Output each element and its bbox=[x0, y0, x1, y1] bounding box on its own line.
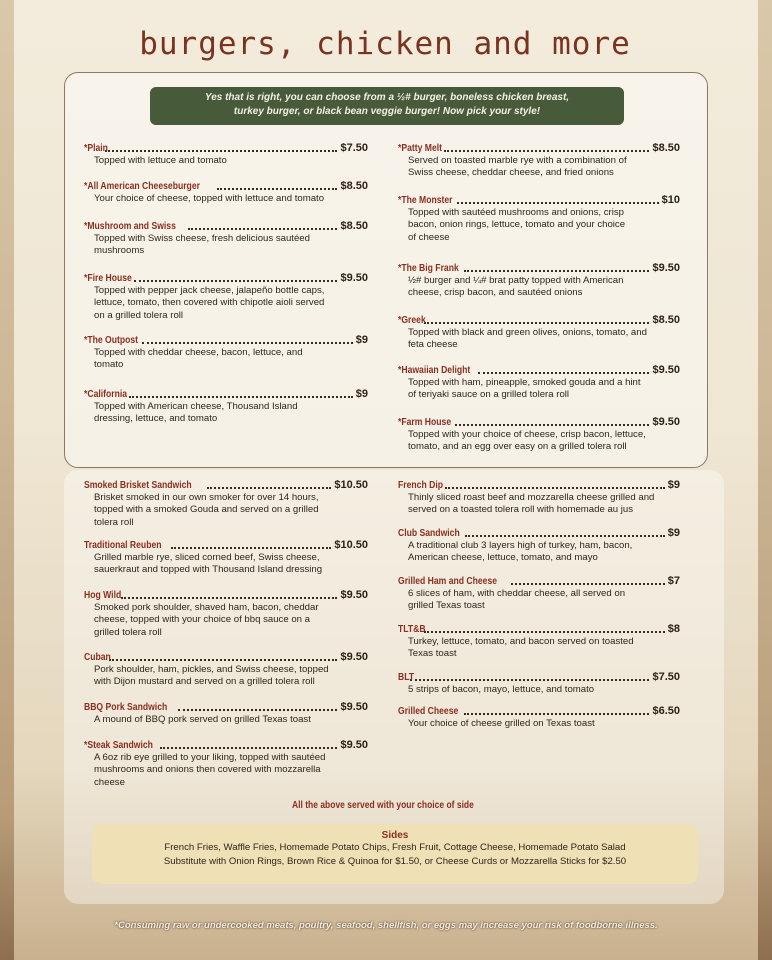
menu-item-price: $7 bbox=[667, 575, 680, 587]
menu-item-description: American cheese, lettuce, tomato, and mayo bbox=[408, 552, 598, 564]
menu-item-price: $10.50 bbox=[334, 479, 368, 491]
dot-leader bbox=[478, 372, 649, 374]
menu-item-description: of cheese bbox=[408, 231, 450, 243]
menu-item bbox=[398, 479, 680, 517]
menu-item-header bbox=[398, 671, 680, 684]
menu-item-description: Brisket smoked in our own smoker for over 14 hours, bbox=[94, 492, 319, 503]
menu-item-description: Pork shoulder, ham, pickles, and Swiss cheese, topped bbox=[94, 664, 329, 675]
menu-item-description: bacon, onion rings, lettuce, tomato and your choice bbox=[408, 219, 626, 231]
menu-item-description: ½# burger and ¼# brat patty topped with American bbox=[408, 275, 624, 286]
menu-item bbox=[84, 334, 368, 372]
intro-banner bbox=[150, 87, 624, 125]
menu-item bbox=[398, 314, 680, 352]
menu-item-description: Topped with American cheese, Thousand Island bbox=[94, 401, 298, 412]
dot-leader bbox=[134, 280, 337, 282]
menu-item bbox=[84, 272, 368, 322]
menu-item-header bbox=[398, 575, 680, 588]
dot-leader bbox=[457, 202, 659, 204]
menu-item bbox=[398, 262, 680, 300]
menu-item-price: $7.50 bbox=[340, 142, 368, 154]
menu-item-header bbox=[84, 272, 368, 285]
menu-item-price: $8 bbox=[667, 623, 680, 635]
menu-item-price: $9 bbox=[667, 479, 680, 491]
menu-item-description: cheese, topped with your choice of bbq sauce on a bbox=[94, 614, 311, 626]
menu-item bbox=[84, 142, 368, 167]
menu-item-price: $7.50 bbox=[652, 671, 680, 683]
menu-item bbox=[84, 388, 368, 426]
menu-item-header bbox=[84, 651, 368, 664]
menu-item-header bbox=[84, 539, 368, 552]
menu-item-header bbox=[398, 623, 680, 636]
menu-item-description: Topped with lettuce and tomato bbox=[94, 155, 227, 166]
menu-item-header bbox=[84, 180, 368, 193]
menu-item-price: $9 bbox=[355, 388, 368, 400]
menu-item-name: Smoked Brisket Sandwich bbox=[84, 479, 192, 491]
dot-leader bbox=[217, 188, 337, 190]
dot-leader bbox=[424, 322, 650, 324]
dot-leader bbox=[142, 342, 353, 344]
dot-leader bbox=[410, 679, 650, 681]
menu-item-price: $8.50 bbox=[340, 220, 368, 232]
menu-item-name: *Steak Sandwich bbox=[84, 739, 153, 751]
menu-item-header bbox=[398, 314, 680, 327]
menu-item-description: Topped with sautéed mushrooms and onions, crisp bbox=[408, 207, 624, 218]
menu-item-description: Swiss cheese, cheddar cheese, and fried onions bbox=[408, 167, 614, 179]
dot-leader bbox=[105, 150, 337, 152]
menu-item-description: Turkey, lettuce, tomato, and bacon served on toasted bbox=[408, 636, 634, 647]
menu-item bbox=[84, 180, 368, 205]
dot-leader bbox=[207, 487, 331, 489]
menu-item bbox=[84, 220, 368, 258]
menu-item bbox=[84, 589, 368, 639]
menu-item-price: $9.50 bbox=[340, 272, 368, 284]
menu-item-description: Topped with ham, pineapple, smoked gouda and a hint bbox=[408, 377, 641, 388]
menu-item-price: $9 bbox=[667, 527, 680, 539]
menu-item-price: $9.50 bbox=[652, 364, 680, 376]
menu-item-description: lettuce, tomato, then covered with chipotle aioli served bbox=[94, 297, 325, 309]
menu-item-name: *Mushroom and Swiss bbox=[84, 220, 176, 232]
intro-line-2: turkey burger, or black bean veggie burger! Now pick your style! bbox=[233, 106, 541, 117]
food-safety-disclaimer: *Consuming raw or undercooked meats, poultry, seafood, shellfish, or eggs may increase your risk of foodborne illness. bbox=[114, 920, 658, 931]
menu-item-header bbox=[84, 220, 368, 233]
dot-leader bbox=[160, 747, 337, 749]
menu-item-description: A mound of BBQ pork served on grilled Texas toast bbox=[94, 714, 311, 725]
menu-item-description: mushrooms bbox=[94, 245, 145, 257]
menu-item-name: *Greek bbox=[398, 314, 426, 326]
menu-item-name: Hog Wild bbox=[84, 589, 122, 601]
menu-item-price: $10 bbox=[661, 194, 680, 206]
menu-item-name: *Fire House bbox=[84, 272, 132, 284]
dot-leader bbox=[444, 150, 650, 152]
menu-item-header bbox=[84, 142, 368, 155]
dot-leader bbox=[424, 631, 665, 633]
menu-item-name: TLT&B bbox=[398, 623, 426, 635]
menu-item-price: $9.50 bbox=[340, 589, 368, 601]
menu-item-description: Smoked pork shoulder, shaved ham, bacon, cheddar bbox=[94, 602, 319, 613]
dot-leader bbox=[511, 583, 665, 585]
menu-item-price: $8.50 bbox=[340, 180, 368, 192]
dot-leader bbox=[464, 270, 649, 272]
menu-item-description: tolera roll bbox=[94, 516, 134, 528]
menu-item bbox=[398, 364, 680, 402]
dot-leader bbox=[188, 228, 337, 230]
menu-item-description: Thinly sliced roast beef and mozzarella cheese grilled and bbox=[408, 492, 655, 503]
menu-item-header bbox=[398, 364, 680, 377]
sides-substitutions: Substitute with Onion Rings, Brown Rice & Quinoa for $1.50, or Cheese Curds or Mozzarella Sticks for $2.50 bbox=[163, 856, 627, 867]
menu-item-description: with Dijon mustard and served on a grilled tolera roll bbox=[94, 676, 315, 688]
menu-item-description: Topped with Swiss cheese, fresh delicious sautéed bbox=[94, 233, 310, 244]
menu-item-description: topped with a smoked Gouda and served on a grilled bbox=[94, 504, 319, 516]
menu-item-description: A traditional club 3 layers high of turkey, ham, bacon, bbox=[408, 540, 633, 551]
menu-item-price: $9.50 bbox=[340, 701, 368, 713]
sides-box bbox=[92, 824, 698, 884]
dot-leader bbox=[178, 709, 338, 711]
menu-item-description: cheese bbox=[94, 776, 125, 788]
menu-item-description: Topped with black and green olives, onions, tomato, and bbox=[408, 327, 647, 338]
menu-item-header bbox=[398, 142, 680, 155]
menu-item-price: $6.50 bbox=[652, 705, 680, 717]
menu-item-description: of teriyaki sauce on a grilled tolera roll bbox=[408, 389, 570, 401]
menu-item bbox=[84, 651, 368, 689]
menu-item-description: tomato bbox=[94, 359, 124, 371]
intro-line-1: Yes that is right, you can choose from a ½# burger, boneless chicken breast, bbox=[204, 92, 570, 103]
menu-item-name: French Dip bbox=[398, 479, 443, 491]
menu-item bbox=[398, 142, 680, 180]
menu-item bbox=[398, 623, 680, 661]
menu-item-name: *The Outpost bbox=[84, 334, 139, 346]
menu-item-header bbox=[84, 589, 368, 602]
menu-item-header bbox=[398, 416, 680, 429]
dot-leader bbox=[171, 547, 332, 549]
menu-item-description: grilled Texas toast bbox=[408, 600, 485, 612]
menu-item-header bbox=[84, 334, 368, 347]
menu-item-description: Your choice of cheese, topped with lettuce and tomato bbox=[94, 193, 325, 204]
menu-item-description: Grilled marble rye, sliced corned beef, Swiss cheese, bbox=[94, 552, 320, 563]
menu-item-header bbox=[84, 701, 368, 714]
menu-item-description: mushrooms and onions then covered with mozzarella bbox=[94, 764, 321, 776]
menu-item-price: $8.50 bbox=[652, 314, 680, 326]
menu-item-description: tomato, and an egg over easy on a grilled tolera roll bbox=[408, 441, 627, 453]
menu-item-header bbox=[398, 705, 680, 718]
menu-item bbox=[398, 416, 680, 454]
menu-item bbox=[398, 671, 680, 696]
menu-item-price: $8.50 bbox=[652, 142, 680, 154]
menu-item-name: *Farm House bbox=[398, 416, 452, 428]
dot-leader bbox=[109, 659, 338, 661]
menu-item-name: *The Big Frank bbox=[398, 262, 459, 274]
menu-item-header bbox=[84, 739, 368, 752]
menu-item-description: dressing, lettuce, and tomato bbox=[94, 413, 218, 425]
menu-item bbox=[84, 701, 368, 726]
menu-item-name: *Plain bbox=[84, 142, 108, 154]
dot-leader bbox=[455, 424, 650, 426]
menu-item-name: BBQ Pork Sandwich bbox=[84, 701, 168, 713]
menu-item-header bbox=[398, 527, 680, 540]
menu-item-description: 5 strips of bacon, mayo, lettuce, and tomato bbox=[408, 684, 595, 695]
menu-item-description: Topped with your choice of cheese, crisp bacon, lettuce, bbox=[408, 429, 646, 440]
menu-item-name: *Hawaiian Delight bbox=[398, 364, 471, 376]
menu-item-description: sauerkraut and topped with Thousand Island dressing bbox=[94, 564, 323, 576]
menu-item-price: $9.50 bbox=[340, 739, 368, 751]
menu-item-price: $9.50 bbox=[652, 262, 680, 274]
dot-leader bbox=[121, 597, 337, 599]
menu-item bbox=[84, 479, 368, 529]
menu-item-description: Served on toasted marble rye with a combination of bbox=[408, 155, 627, 166]
menu-item-price: $9.50 bbox=[652, 416, 680, 428]
menu-item-description: grilled tolera roll bbox=[94, 626, 162, 638]
menu-item-name: *California bbox=[84, 388, 128, 400]
menu-item-description: 6 slices of ham, with cheddar cheese, all served on bbox=[408, 588, 626, 599]
menu-item-header bbox=[398, 479, 680, 492]
menu-item-name: Cuban bbox=[84, 651, 111, 663]
menu-item-name: *The Monster bbox=[398, 194, 453, 206]
menu-item-description: Topped with pepper jack cheese, jalapeño bottle caps, bbox=[94, 285, 325, 296]
menu-item-name: Traditional Reuben bbox=[84, 539, 162, 551]
menu-item-header bbox=[398, 262, 680, 275]
page-title: burgers, chicken and more bbox=[139, 26, 631, 62]
menu-item-description: Topped with cheddar cheese, bacon, lettuce, and bbox=[94, 347, 303, 358]
menu-item bbox=[398, 705, 680, 730]
menu-item bbox=[398, 527, 680, 565]
menu-item-header bbox=[84, 479, 368, 492]
menu-item-price: $9.50 bbox=[340, 651, 368, 663]
menu-item-description: A 6oz rib eye grilled to your liking, topped with sautéed bbox=[94, 752, 326, 763]
sides-list: French Fries, Waffle Fries, Homemade Potato Chips, Fresh Fruit, Cottage Cheese, Homemade Potato Salad bbox=[164, 842, 626, 853]
menu-item-description: Texas toast bbox=[408, 648, 457, 660]
dot-leader bbox=[464, 713, 650, 715]
menu-item-header bbox=[84, 388, 368, 401]
menu-item-description: served on a toasted tolera roll with homemade au jus bbox=[408, 504, 634, 516]
menu-item-name: Club Sandwich bbox=[398, 527, 460, 539]
menu-item-description: Your choice of cheese grilled on Texas toast bbox=[408, 718, 595, 729]
menu-item-name: *Patty Melt bbox=[398, 142, 443, 154]
menu-item-name: BLT bbox=[398, 671, 415, 683]
menu-item-description: on a grilled tolera roll bbox=[94, 309, 184, 321]
menu-item bbox=[84, 739, 368, 789]
menu-item-price: $10.50 bbox=[334, 539, 368, 551]
served-with-side-note: All the above served with your choice of side bbox=[292, 800, 474, 811]
menu-item-description: cheese, crisp bacon, and sautéed onions bbox=[408, 287, 583, 299]
dot-leader bbox=[465, 535, 664, 537]
menu-item bbox=[398, 194, 680, 244]
menu-item bbox=[84, 539, 368, 577]
menu-item-price: $9 bbox=[355, 334, 368, 346]
menu-item-header bbox=[398, 194, 680, 207]
menu-item-name: Grilled Ham and Cheese bbox=[398, 575, 498, 587]
menu-item-name: Grilled Cheese bbox=[398, 705, 459, 717]
sides-title: Sides bbox=[381, 830, 409, 841]
dot-leader bbox=[445, 487, 665, 489]
menu-item-description: feta cheese bbox=[408, 339, 458, 351]
menu-item bbox=[398, 575, 680, 613]
dot-leader bbox=[129, 396, 353, 398]
menu-item-name: *All American Cheeseburger bbox=[84, 180, 200, 192]
